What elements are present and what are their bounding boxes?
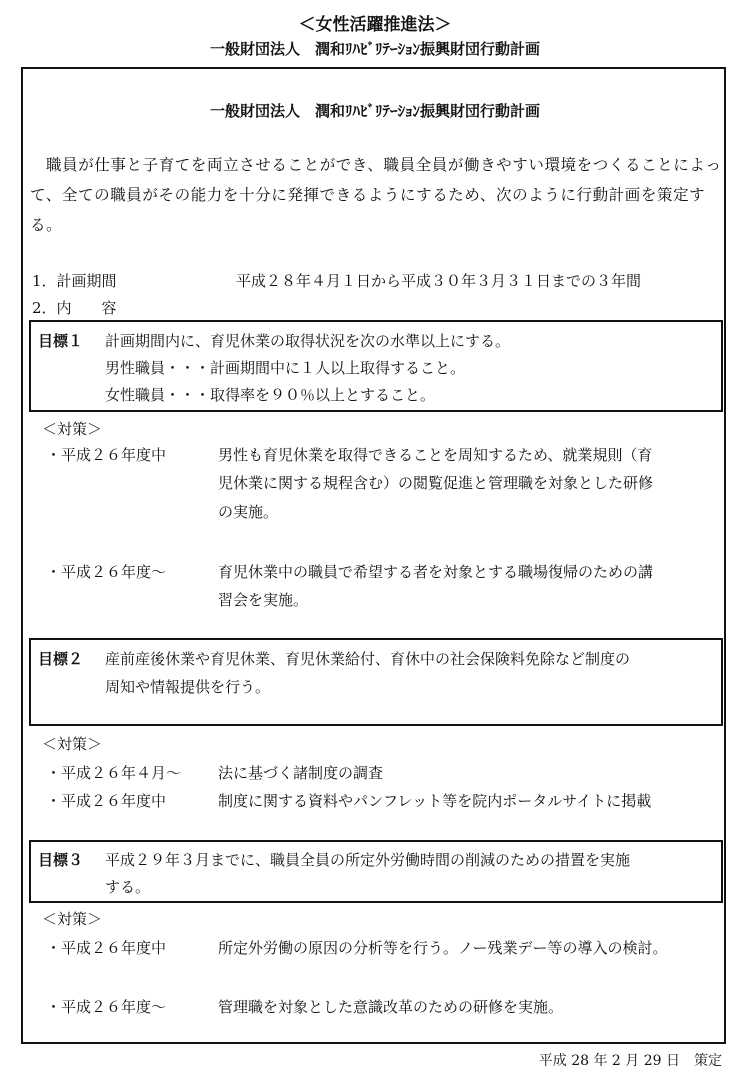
measure-when: ・平成２６年度中 <box>46 446 167 464</box>
measures-heading: ＜対策＞ <box>42 735 103 753</box>
measure-text: 育児休業中の職員で希望する者を対象とする職場復帰のための講 <box>218 563 654 581</box>
measure-when: ・平成２６年度中 <box>46 792 167 810</box>
measure-text: 管理職を対象とした意識改革のための研修を実施。 <box>218 998 564 1016</box>
measure-when: ・平成２６年度～ <box>46 563 167 581</box>
measure-when: ・平成２６年４月～ <box>46 764 182 782</box>
intro-paragraph: 職員が仕事と子育てを両立させることができ、職員全員が働きやすい環境をつくることによって、全ての職員がその能力を十分に発揮できるようにするため、次のように行動計画を策定する。 <box>30 156 722 234</box>
goal3-line: 平成２９年３月までに、職員全員の所定外労働時間の削減のための措置を実施 <box>105 851 631 869</box>
goal3-label: 目標３ <box>38 851 84 869</box>
measure-when: ・平成２６年度～ <box>46 998 167 1016</box>
measure-text: 制度に関する資料やパンフレット等を院内ポータルサイトに掲載 <box>218 792 652 810</box>
measure-text: 男性も育児休業を取得できることを周知するため、就業規則（育 <box>218 446 653 464</box>
measure-text: 児休業に関する規程含む）の閲覧促進と管理職を対象とした研修 <box>218 474 654 492</box>
goal1-label: 目標１ <box>38 332 84 350</box>
measure-text: の実施。 <box>218 503 279 521</box>
measures-heading: ＜対策＞ <box>42 910 103 928</box>
content-label: 2．内 容 <box>32 299 117 317</box>
document-title: 一般財団法人 潤和ﾘﾊﾋﾞﾘﾃｰｼｮﾝ振興財団行動計画 <box>209 102 540 120</box>
goal2-line: 産前産後休業や育児休業、育児休業給付、育休中の社会保険料免除など制度の <box>105 650 631 668</box>
goal2-label: 目標２ <box>38 650 84 668</box>
goal2-line: 周知や情報提供を行う。 <box>105 678 271 696</box>
goal3-line: する。 <box>105 878 151 896</box>
law-title: ＜女性活躍推進法＞ <box>298 15 452 35</box>
measure-text: 所定外労働の原因の分析等を行う。ノー残業デー等の導入の検討。 <box>218 939 668 957</box>
period-label: 1．計画期間 <box>32 272 117 290</box>
footer-date: 平成 28 年 2 月 29 日 策定 <box>538 1053 722 1069</box>
goal1-line: 男性職員・・・計画期間中に１人以上取得すること。 <box>105 359 466 377</box>
measures-heading: ＜対策＞ <box>42 420 103 438</box>
period-value: 平成２８年４月１日から平成３０年３月３１日までの３年間 <box>236 272 642 290</box>
plan-title: 一般財団法人 潤和ﾘﾊﾋﾞﾘﾃｰｼｮﾝ振興財団行動計画 <box>209 40 540 58</box>
measure-when: ・平成２６年度中 <box>46 939 167 957</box>
goal1-line: 計画期間内に、育児休業の取得状況を次の水準以上にする。 <box>105 332 511 350</box>
measure-text: 法に基づく諸制度の調査 <box>218 764 384 782</box>
measure-text: 習会を実施。 <box>218 591 309 609</box>
goal1-line: 女性職員・・・取得率を９０％以上とすること。 <box>105 386 436 404</box>
